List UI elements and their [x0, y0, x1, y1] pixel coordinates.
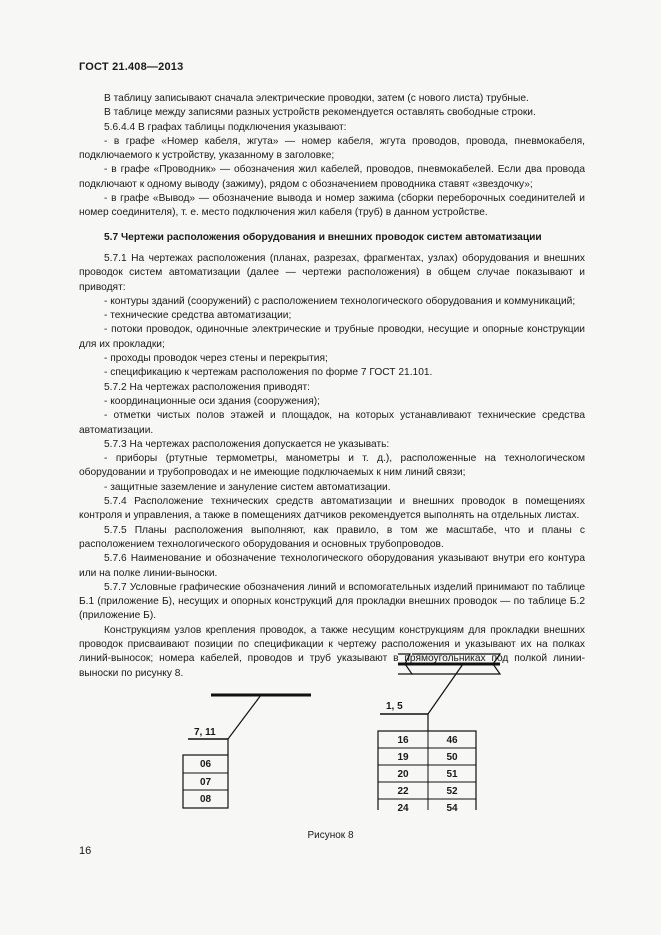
- figure-drawing: [0, 640, 661, 810]
- list-item: - контуры зданий (сооружений) с расположением технологического оборудования и коммуникаций;: [104, 295, 576, 307]
- cable-number: 50: [446, 752, 458, 763]
- leader-line: [228, 695, 261, 739]
- list-item: - спецификацию к чертежам расположения по форме 7 ГОСТ 21.101.: [104, 367, 433, 379]
- list-item: - отметки чистых полов этажей и площадок, на которых устанавливают технические средства автоматизации.: [79, 410, 585, 436]
- right-position-label: 1, 5: [386, 701, 403, 712]
- cable-number: 24: [397, 803, 409, 814]
- body-text: [79, 92, 585, 681]
- list-item: - проходы проводок через стены и перекрытия;: [104, 353, 328, 365]
- cable-number: 20: [397, 769, 409, 780]
- cable-number: 22: [397, 786, 409, 797]
- list-item: - в графе «Вывод» — обозначение вывода и номер зажима (сборки переборочных соединителей и номер соединителя), т. е. место подключения жил кабеля (труб) в данном устройстве.: [79, 193, 585, 219]
- cable-number: 06: [199, 759, 212, 770]
- cable-number: 51: [446, 769, 458, 780]
- paragraph: 5.7.4 Расположение технических средств автоматизации и внешних проводок в помещениях контроля и управления, а также в помещениях датчиков рекомендуется выполнять на отдельных листах.: [79, 496, 585, 522]
- list-item: - приборы (ртутные термометры, манометры и т. д.), расположенные на технологическом оборудовании и трубопроводах и не имеющие подключаемых к ним линий связи;: [79, 453, 585, 479]
- paragraph: 5.6.4.4 В графах таблицы подключения указывают:: [104, 121, 347, 133]
- list-item: - технические средства автоматизации;: [104, 310, 292, 322]
- paragraph: Конструкциям узлов крепления проводок, а также несущим конструкциям для прокладки внешних проводок присваивают позиции по спецификации к чертежу расположения и указывают их на полках линий-выносок; номера кабелей, проводов и труб указывают в прямоугольниках под полкой линии-выноски по рисунку 8.: [79, 624, 585, 679]
- paragraph: 5.7.3 На чертежах расположения допускается не указывать:: [104, 438, 390, 450]
- cable-number: 16: [397, 735, 409, 746]
- list-item: - координационные оси здания (сооружения);: [104, 395, 320, 407]
- cable-number: 07: [199, 777, 212, 788]
- paragraph: 5.7.2 На чертежах расположения приводят:: [104, 381, 310, 393]
- figure-8: [0, 640, 661, 814]
- list-item: - потоки проводок, одиночные электрические и трубные проводки, несущие и опорные конструкции для их прокладки;: [79, 324, 585, 350]
- cable-number: 54: [446, 803, 458, 814]
- cable-number: 19: [397, 752, 409, 763]
- figure-caption: Рисунок 8: [307, 830, 354, 841]
- paragraph: 5.7.5 Планы расположения выполняют, как правило, в том же масштабе, что и планы с расположением технологического оборудования и основных трубопроводов.: [79, 524, 585, 550]
- leader-line: [428, 664, 463, 714]
- list-item: - в графе «Проводник» — обозначения жил кабелей, проводов, пневмокабелей. Если два провода подключают к одному выводу (зажиму), рядом с обозначением проводника ставят «звездочку»;: [79, 164, 585, 190]
- page-number: 16: [79, 845, 92, 857]
- paragraph: 5.7.7 Условные графические обозначения линий и вспомогательных изделий принимают по таблице Б.1 (приложение Б), несущих и опорных конструкций для прокладки внешних проводок — по таблице Б.2 (приложение Б).: [79, 581, 585, 622]
- list-item: - защитные заземление и зануление систем автоматизации.: [104, 481, 391, 493]
- list-item: - в графе «Номер кабеля, жгута» — номер кабеля, жгута проводов, провода, пневмокабеля, подключаемого к устройству, указанному в заголовке;: [79, 135, 585, 162]
- paragraph: В таблице между записями разных устройств рекомендуется оставлять свободные строки.: [104, 107, 536, 119]
- section-heading: 5.7 Чертежи расположения оборудования и внешних проводок систем автоматизации: [104, 231, 542, 243]
- paragraph: 5.7.6 Наименование и обозначение технологического оборудования указывают внутри его контура или на полке линии-выноски.: [79, 553, 585, 579]
- left-position-label: 7, 11: [194, 727, 216, 738]
- cable-number: 52: [446, 786, 458, 797]
- paragraph: В таблицу записывают сначала электрические проводки, затем (с нового листа) трубные.: [104, 93, 529, 104]
- cable-number: 08: [199, 794, 212, 805]
- document-header: ГОСТ 21.408—2013: [79, 61, 184, 73]
- paragraph: 5.7.1 На чертежах расположения (планах, разрезах, фрагментах, узлах) оборудования и внешних проводок систем автоматизации (далее — чертежи расположения) в общем случае показывают и приводят:: [79, 252, 585, 293]
- cable-number: 46: [446, 735, 458, 746]
